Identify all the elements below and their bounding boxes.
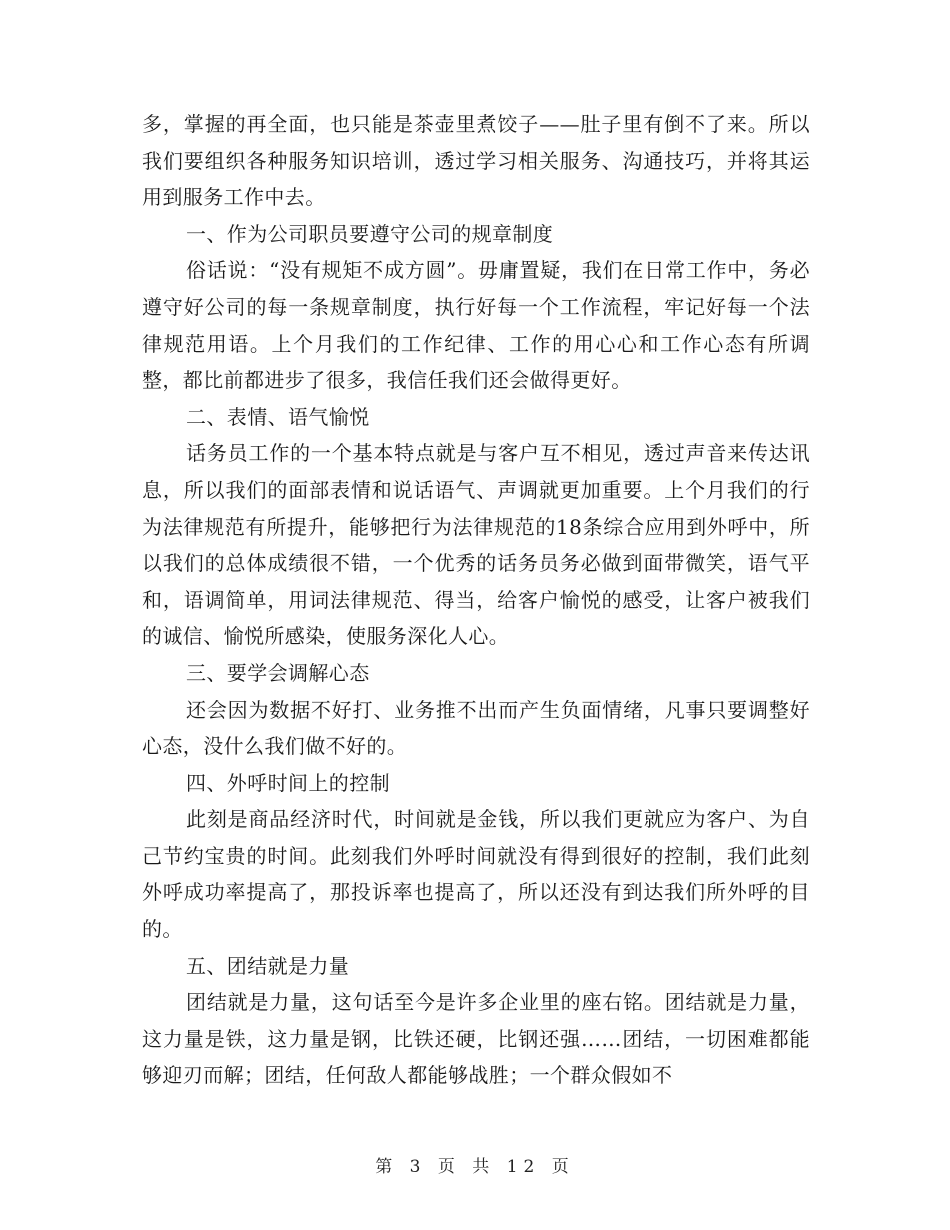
paragraph: 团结就是力量，这句话至今是许多企业里的座右铭。团结就是力量，这力量是铁，这力量是钢，比铁还硬，比钢还强……团结，一切困难都能够迎刃而解；团结，任何敌人都能够战胜；一个群众假如不 [142, 990, 810, 1088]
section-heading-2: 二、表情、语气愉悦 [186, 404, 370, 429]
section-heading-4: 四、外呼时间上的控制 [186, 770, 390, 795]
paragraph: 还会因为数据不好打、业务推不出而产生负面情绪，凡事只要调整好心态，没什么我们做不好的。 [142, 697, 810, 759]
section-heading-1: 一、作为公司职员要遵守公司的规章制度 [186, 221, 554, 246]
paragraph: 多，掌握的再全面，也只能是茶壶里煮饺子——肚子里有倒不了来。所以我们要组织各种服务知识培训，透过学习相关服务、沟通技巧，并将其运用到服务工作中去。 [142, 112, 810, 210]
document-body [142, 106, 810, 1094]
paragraph: 此刻是商品经济时代，时间就是金钱，所以我们更就应为客户、为自己节约宝贵的时间。此刻我们外呼时间就没有得到很好的控制，我们此刻外呼成功率提高了，那投诉率也提高了，所以还没有到达我们所外呼的目的。 [142, 807, 810, 942]
paragraph: 俗话说：“没有规矩不成方圆”。毋庸置疑，我们在日常工作中，务必遵守好公司的每一条规章制度，执行好每一个工作流程，牢记好每一个法律规范用语。上个月我们的工作纪律、工作的用心心和工作心态有所调整，都比前都进步了很多，我信任我们还会做得更好。 [142, 258, 810, 393]
paragraph: 话务员工作的一个基本特点就是与客户互不相见，透过声音来传达讯息，所以我们的面部表情和说话语气、声调就更加重要。上个月我们的行为法律规范有所提升，能够把行为法律规范的18条综合应用到外呼中，所以我们的总体成绩很不错，一个优秀的话务员务必做到面带微笑，语气平和，语调简单，用词法律规范、得当，给客户愉悦的感受，让客户被我们的诚信、愉悦所感染，使服务深化人心。 [142, 441, 810, 649]
page-number-footer: 第 3 页 共 12 页 [375, 1157, 575, 1177]
section-heading-5: 五、团结就是力量 [186, 953, 350, 978]
section-heading-3: 三、要学会调解心态 [186, 660, 370, 685]
